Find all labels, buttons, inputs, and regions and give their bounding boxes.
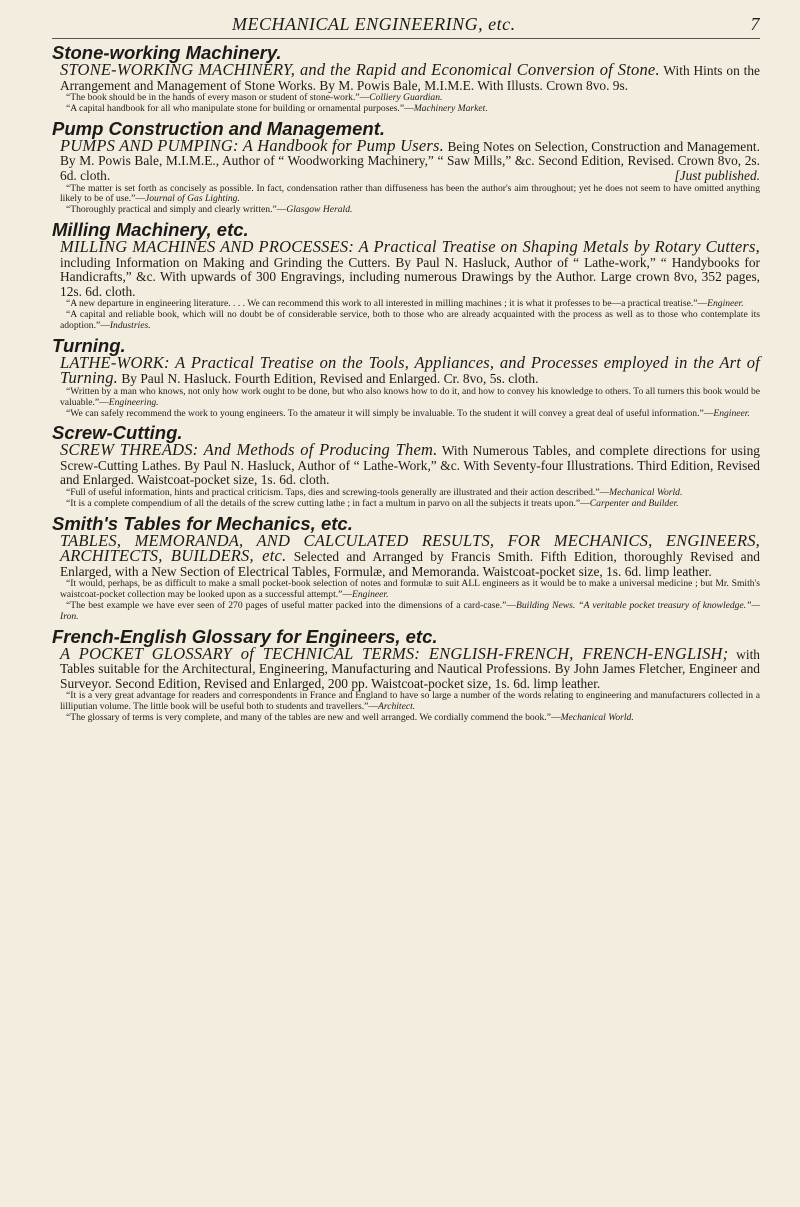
review-text: “The glossary of terms is very complete, and many of the tables are new and well arranged. We cordially commend the book.”—	[66, 712, 561, 724]
catalogue-entry	[52, 43, 760, 115]
book-title: PUMPS AND PUMPING: A Handbook for Pump Users.	[60, 135, 444, 155]
review-quote	[60, 310, 760, 332]
book-details: With Numerous Tables, and complete directions for using Screw-Cutting Lathes. By Paul N. Hasluck, Author of “ Lathe-Work,” &c. With Seventy-four Illustrations. Third Edition, Revised and Enlarged. Waistcoat-pocket size, 1s. 6d. cloth.	[60, 443, 761, 488]
review-source: Architect.	[377, 701, 416, 713]
entry-heading: Milling Machinery, etc.	[52, 218, 249, 240]
review-quote	[60, 184, 760, 206]
review-source: Glasgow Herald.	[286, 204, 353, 216]
book-title: LATHE-WORK: A Practical Treatise on the Tools, Appliances, and Processes employed in the Art of Turning.	[60, 352, 760, 388]
review-text: “Thoroughly practical and simply and clearly written.”—	[66, 204, 287, 216]
review-text: “It is a complete compendium of all the details of the screw cutting lathe ; in fact a multum in parvo on all the subjects it treats upon.”—	[66, 497, 590, 509]
review-source: Engineer.	[713, 407, 750, 419]
review-text: “The matter is set forth as concisely as possible. In fact, condensation rather than diffuseness has been the author's aim throughout; yet he does not seem to have omitted anything likely to be of use.”—	[60, 182, 760, 205]
book-details: Selected and Arranged by Francis Smith. Fifth Edition, thoroughly Revised and Enlarged, with a New Section of Electrical Tables, Formulæ, and Memoranda. Waistcoat-pocket size, 1s. 6d. limp leather.	[60, 549, 760, 579]
entry-heading: Pump Construction and Management.	[52, 117, 386, 139]
review-text: “The best example we have ever seen of 270 pages of useful matter packed into the dimensions of a card-case.”—	[66, 600, 516, 612]
entry-heading: French-English Glossary for Engineers, etc.	[52, 625, 438, 647]
review-quote	[60, 499, 760, 510]
book-title: STONE-WORKING MACHINERY, and the Rapid and Economical Conversion of Stone.	[60, 60, 660, 79]
entry-heading: Stone-working Machinery.	[52, 42, 282, 63]
review-source: Engineer.	[707, 298, 744, 310]
book-description	[60, 352, 760, 388]
review-source: Engineering.	[108, 396, 159, 408]
catalogue-page	[52, 14, 760, 724]
book-description	[60, 643, 760, 692]
review-text: “A capital and reliable book, which will no doubt be of considerable service, both to those who are already acquainted with the process as well as to those who contemplate its adoption.”—	[60, 309, 760, 331]
entry-heading: Smith's Tables for Mechanics, etc.	[52, 512, 353, 534]
review-text: “Written by a man who knows, not only how work ought to be done, but who also knows how to do it, and how to convey his knowledge to others. To all turners this book would be valuable.”—	[60, 385, 760, 408]
review-text: “It would, perhaps, be as difficult to make a small pocket-book selection of notes and formulæ to suit ALL engineers as it would be to make a universal medicine ; but Mr. Smith's waistcoat-pocket collection may be looked upon as a successful attempt.”—	[60, 578, 760, 601]
catalogue-entry	[52, 336, 760, 420]
review-text: “A capital handbook for all who manipulate stone for building or ornamental purposes.”—	[66, 102, 414, 114]
book-title: A POCKET GLOSSARY of TECHNICAL TERMS: ENGLISH-FRENCH, FRENCH-ENGLISH;	[60, 643, 729, 663]
review-source: Carpenter and Builder.	[589, 497, 679, 509]
review-text: “The book should be in the hands of every mason or student of stone-work.”—	[66, 92, 370, 104]
running-head-title: MECHANICAL ENGINEERING, etc.	[232, 14, 516, 34]
catalogue-entry	[52, 514, 760, 623]
review-quote	[60, 104, 760, 115]
review-source: Machinery Market.	[413, 102, 488, 114]
review-quote	[60, 579, 760, 601]
review-source: Journal of Gas Lighting.	[145, 193, 240, 205]
book-description	[60, 236, 760, 299]
catalogue-entry	[52, 627, 760, 724]
book-description	[60, 440, 761, 488]
entry-heading: Screw-Cutting.	[52, 422, 183, 444]
review-source: Engineer.	[351, 589, 389, 601]
review-source: Mechanical World.	[609, 487, 683, 499]
running-head	[52, 14, 760, 39]
review-text: “It is a very great advantage for readers and correspondents in France and England to have so large a number of the words relating to engineering and manufacturers collected in a lilliputian volume. The little book will be useful both to students and travellers.”—	[60, 690, 760, 713]
publication-flag: [Just published.	[674, 167, 760, 183]
review-source: Mechanical World.	[560, 712, 634, 724]
book-details: Being Notes on Selection, Construction and Management. By M. Powis Bale, M.I.M.E., Author of “ Woodworking Machinery,” “ Saw Mills,” &c. Second Edition, Revised. Crown 8vo, 2s. 6d. cloth.	[60, 138, 760, 183]
review-quote	[60, 205, 760, 216]
review-quote	[60, 713, 760, 724]
book-details: With Hints on the Arrangement and Management of Stone Works. By M. Powis Bale, M.I.M.E. With Illusts. Crown 8vo. 9s.	[60, 63, 760, 93]
catalogue-entry	[52, 423, 760, 509]
book-title: MILLING MACHINES AND PROCESSES: A Practical Treatise on Shaping Metals by Rotary Cutters,	[60, 236, 760, 256]
review-quote	[60, 387, 760, 409]
review-source: Colliery Guardian.	[369, 92, 443, 104]
catalogue-entries	[52, 43, 760, 724]
review-text: “A new departure in engineering literature. . . . We can recommend this work to all interested in milling machines ; it is what it professes to be—a practical treatise.”—	[66, 298, 708, 310]
book-description	[60, 60, 760, 93]
review-source: Building News. “A veritable pocket treasury of knowledge.”—Iron.	[60, 600, 760, 622]
catalogue-entry	[52, 119, 760, 216]
review-text: “Full of useful information, hints and practical criticism. Taps, dies and screwing-tools generally are illustrated and their action described.”—	[66, 487, 610, 499]
review-text: “We can safely recommend the work to young engineers. To the amateur it will simply be invaluable. To the student it will convey a great deal of useful information.”—	[66, 407, 714, 419]
book-description	[60, 135, 760, 184]
book-details: By Paul N. Hasluck. Fourth Edition, Revised and Enlarged. Cr. 8vo, 5s. cloth.	[121, 371, 539, 387]
catalogue-entry	[52, 220, 760, 332]
book-details: with Tables suitable for the Architectural, Engineering, Manufacturing and Nautical Professions. By John James Fletcher, Engineer and Surveyor. Second Edition, Revised and Enlarged, 200 pp. Waistcoat-pocket size, 1s. 6d. limp leather.	[60, 646, 760, 691]
review-quote	[60, 409, 760, 420]
page-number: 7	[750, 14, 760, 34]
book-title: TABLES, MEMORANDA, AND CALCULATED RESULTS, FOR MECHANICS, ENGINEERS, ARCHITECTS, BUILDERS, etc.	[60, 530, 760, 566]
entry-heading: Turning.	[52, 334, 126, 356]
book-details: including Information on Making and Grinding the Cutters. By Paul N. Hasluck, Author of “ Lathe-work,” “ Handybooks for Handicrafts,” &c. With upwards of 300 Engravings, including numerous Drawings by the Author. Large crown 8vo, 352 pages, 12s. 6d. cloth.	[60, 254, 760, 299]
review-source: Industries.	[109, 319, 151, 331]
review-quote	[60, 601, 760, 623]
book-title: SCREW THREADS: And Methods of Producing Them.	[60, 440, 438, 460]
book-description	[60, 530, 760, 580]
review-quote	[60, 691, 760, 713]
